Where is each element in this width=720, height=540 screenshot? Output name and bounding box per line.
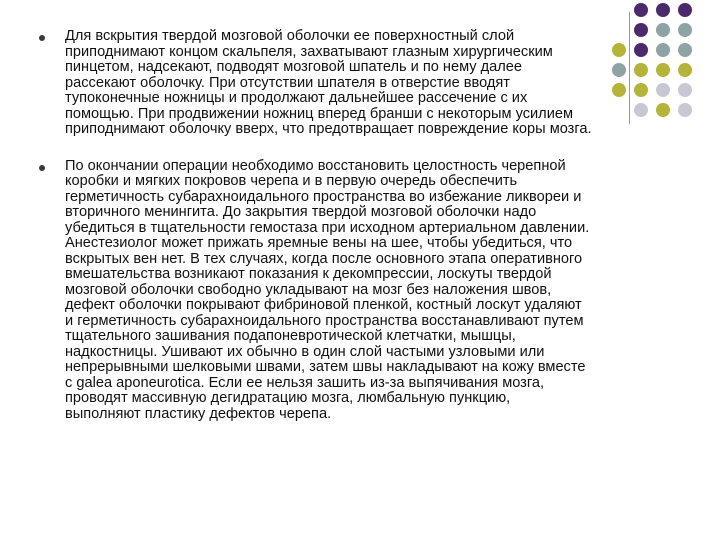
- decorative-dot: [678, 3, 692, 17]
- slide-content: [30, 29, 694, 422]
- bullet-item-2: [30, 159, 694, 423]
- bullet-item-1: [30, 29, 694, 138]
- decorative-dot: [656, 3, 670, 17]
- bullet-text-1: Для вскрытия твердой мозговой оболочки ее поверхностный слой приподнимают концом скальпеля, захватывают глазным хирургическим пинцетом, надсекают, подводят мозговой шпатель и по нему далее рассекают оболочку. При отсутствии шпателя в отверстие вводят тупоконечные ножницы и продолжают дальнейшее рассечение с их помощью. При продвижении ножниц вперед бранши с некоторым усилием приподнимают оболочку вверх, что предотвращает повреждение коры мозга.: [65, 28, 592, 137]
- decorative-dot: [634, 3, 648, 17]
- bullet-text-2: По окончании операции необходимо восстановить целостность черепной коробки и мягких покровов черепа и в первую очередь обеспечить герметичность субарахноидального пространства во избежание ликвореи и вторичного менингита. До закрытия твердой мозговой оболочки надо убедиться в тщательности гемостаза при исходном артериальном давлении. Анестезиолог может прижать яремные вены на шее, чтобы убедиться, что вскрытых вен нет. В тех случаях, когда после основного этапа оперативного вмешательства возникают показания к декомпрессии, лоскуты твердой мозговой оболочки свободно укладывают на мозг без наложения швов, дефект оболочки покрывают фибриновой пленкой, костный лоскут удаляют и герметичность субарахноидального пространства восстанавливают путем тщательного зашивания подапоневротической клетчатки, мышцы, надкостницы. Ушивают их обычно в один слой частыми узловыми или непрерывными шелковыми швами, затем швы накладывают на кожу вместе с galea aponeurotica. Если ее нельзя зашить из-за выпячивания мозга, проводят массивную дегидратацию мозга, люмбальную пункцию, выполняют пластику дефектов черепа.: [65, 157, 590, 422]
- bullet-marker-icon: [39, 165, 45, 171]
- bullet-marker-icon: [39, 35, 45, 41]
